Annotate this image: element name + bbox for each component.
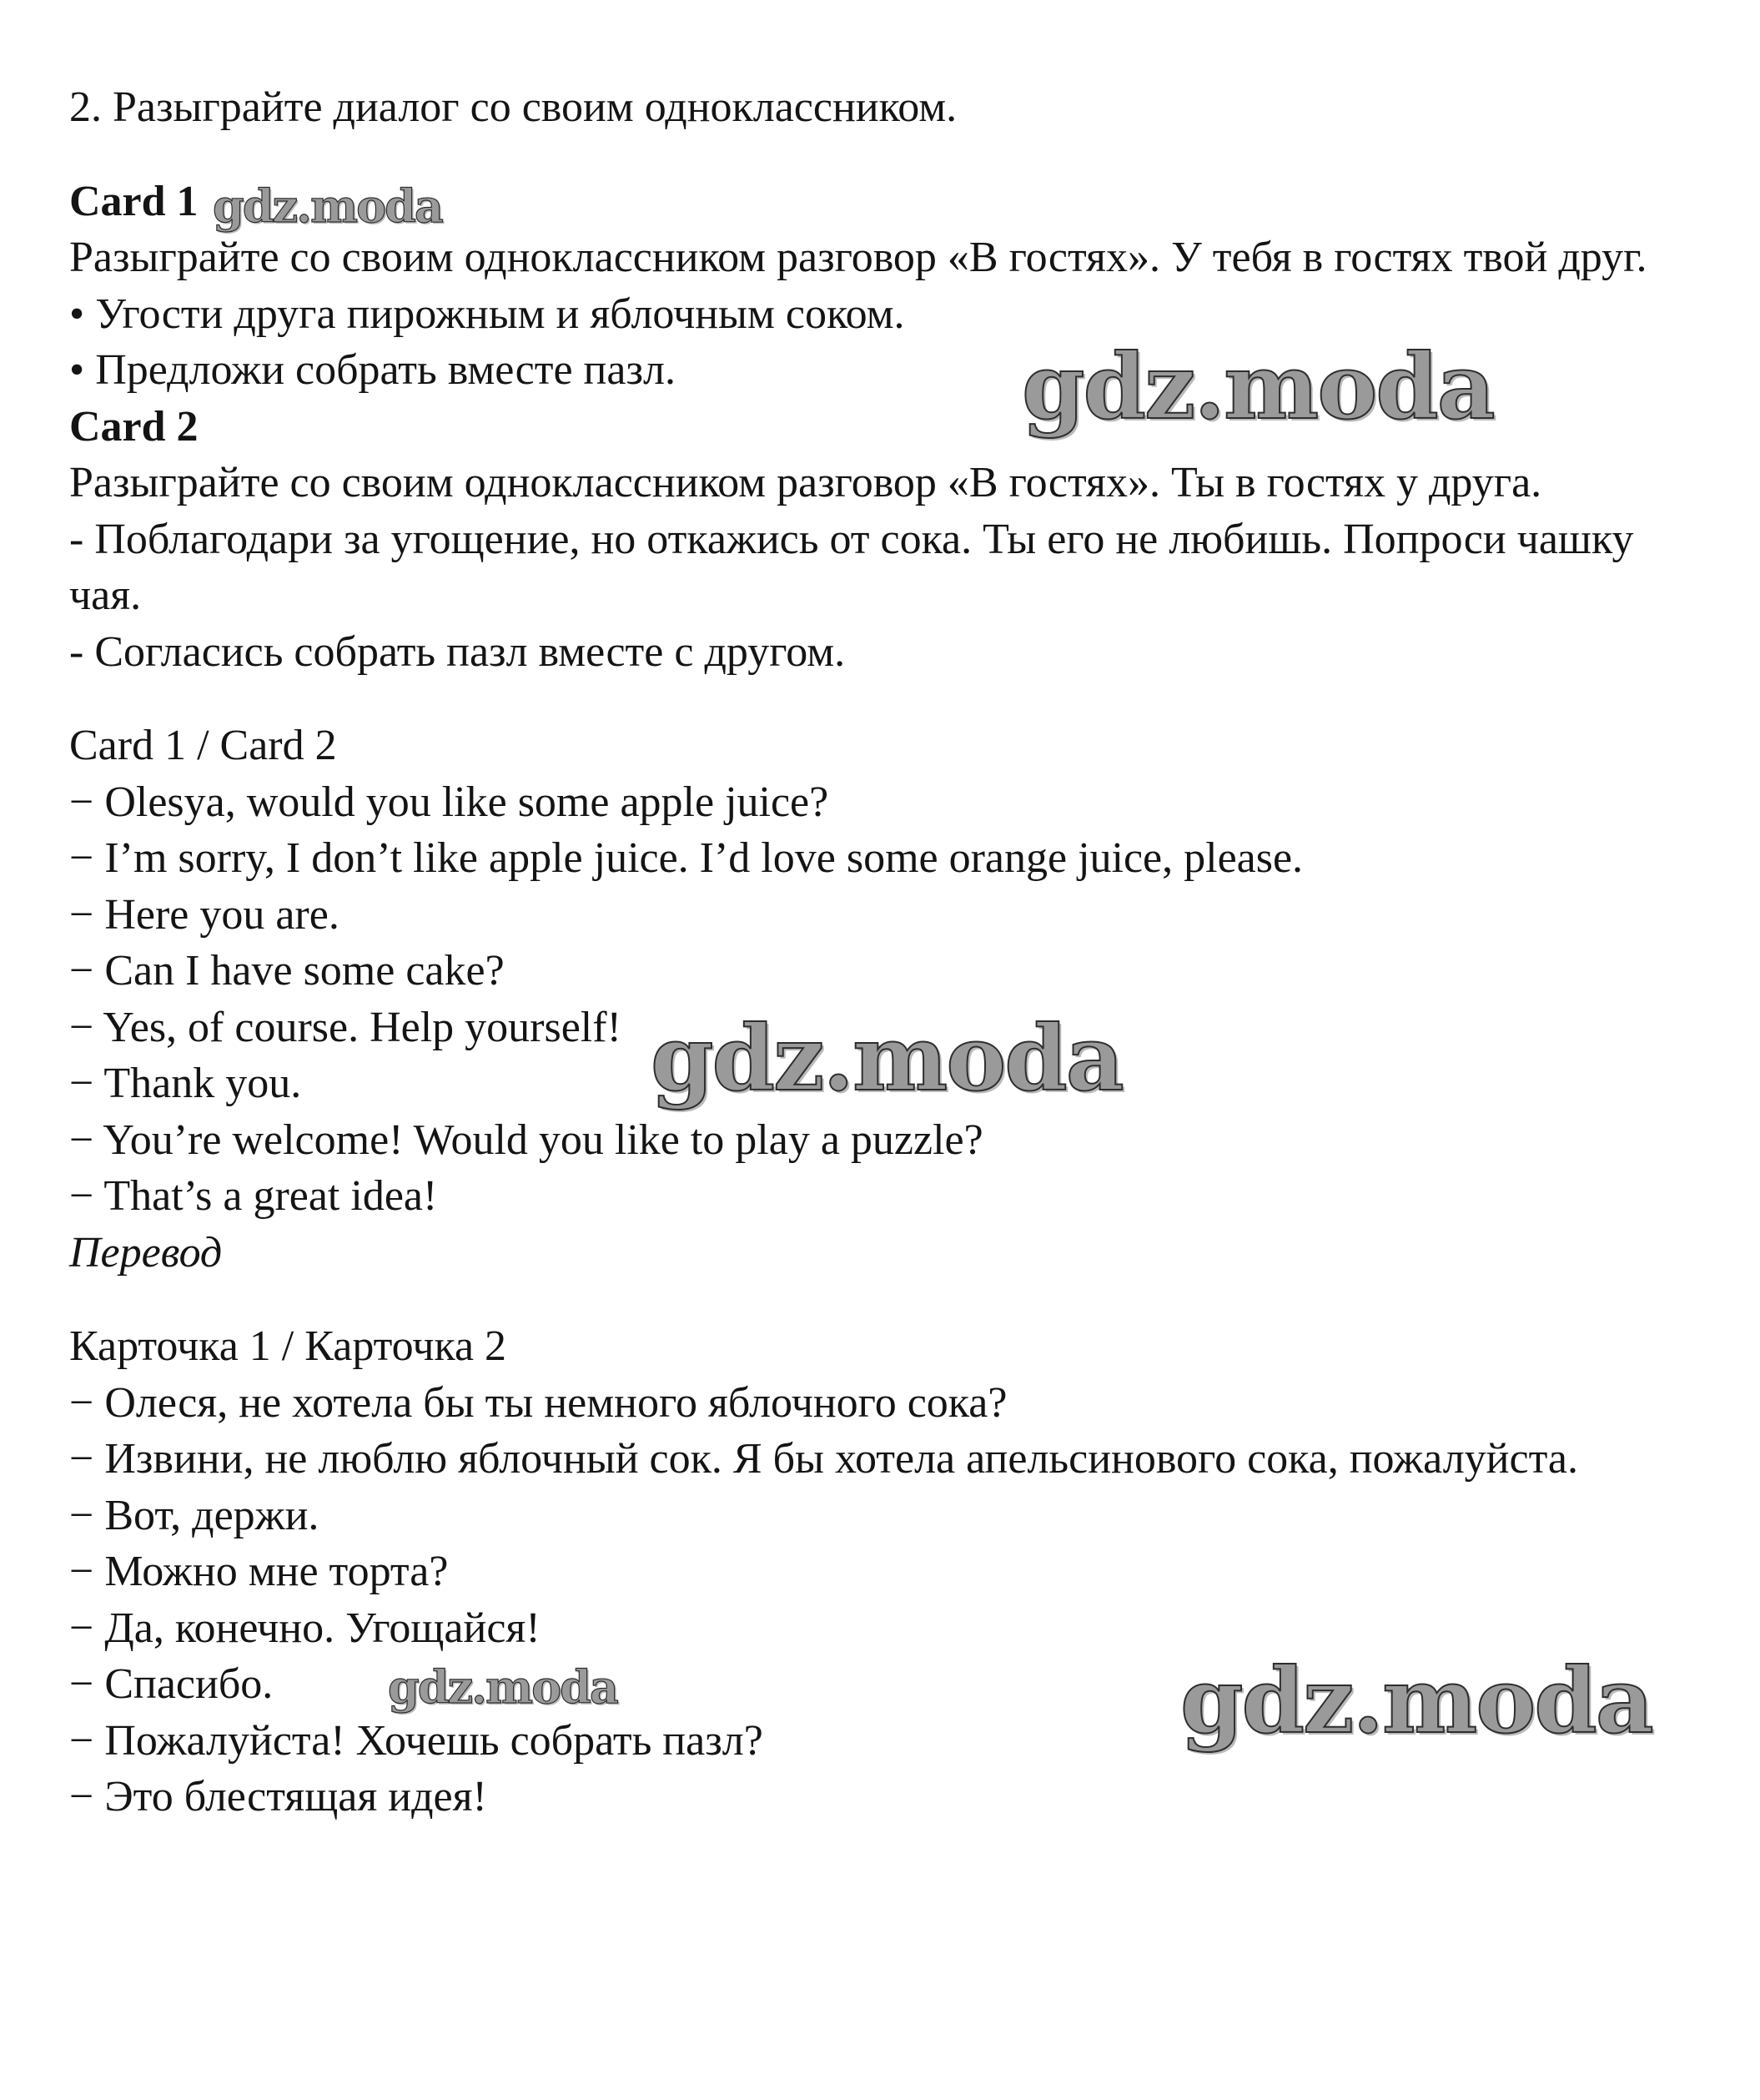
dialog-en-line: − Olesya, would you like some apple juice? — [69, 778, 829, 826]
dialog-en-line: − I’m sorry, I don’t like apple juice. I’d love some orange juice, please. — [69, 834, 1304, 882]
watermark-logo: gdz.moda — [1022, 335, 1494, 440]
card2-item: - Поблагодари за угощение, но откажись от сока. Ты его не любишь. Попроси чашку чая. — [69, 515, 1634, 619]
dialog-ru-line: − Это блестящая идея! — [69, 1773, 487, 1821]
dialog-en-line: − Yes, of course. Help yourself! — [69, 1003, 621, 1051]
dialog-ru-line: − Можно мне торта? — [69, 1548, 449, 1595]
translation-label: Перевод — [69, 1228, 223, 1277]
dialog-en-line: − Can I have some cake? — [69, 947, 505, 995]
watermark-logo: gdz.moda — [651, 1006, 1123, 1111]
card1-title: Card 1 — [69, 177, 199, 225]
dialog-ru-line: − Извини, не люблю яблочный сок. Я бы хотела апельсинового сока, пожалуйста. — [69, 1435, 1579, 1483]
watermark-logo: gdz.moda — [388, 1660, 617, 1714]
dialog-ru-header: Карточка 1 / Карточка 2 — [69, 1322, 507, 1370]
task-heading: 2. Разыграйте диалог со своим одноклассником. — [69, 83, 958, 131]
dialog-ru-line: − Да, конечно. Угощайся! — [69, 1604, 541, 1652]
dialog-en-line: − You’re welcome! Would you like to play a puzzle? — [69, 1115, 983, 1164]
dialog-ru-line: − Вот, держи. — [69, 1491, 319, 1539]
dialog-en-line: − Thank you. — [69, 1060, 302, 1107]
watermark-logo: gdz.moda — [1180, 1649, 1652, 1754]
dialog-en-header: Card 1 / Card 2 — [69, 722, 337, 769]
dialog-ru-line: − Пожалуйста! Хочешь собрать пазл? — [69, 1716, 763, 1765]
watermark-logo: gdz.moda — [213, 179, 442, 233]
card2-intro: Разыграйте со своим одноклассником разговор «В гостях». Ты в гостях у друга. — [69, 459, 1542, 506]
dialog-ru-line: − Спасибо. — [69, 1660, 274, 1708]
card1-bullet: • Угости друга пирожным и яблочным соком. — [69, 290, 905, 338]
card2-item: - Согласись собрать пазл вместе с другом. — [69, 627, 846, 676]
card2-title: Card 2 — [69, 402, 199, 451]
dialog-en-line: − That’s a great idea! — [69, 1172, 438, 1220]
card1-intro: Разыграйте со своим одноклассником разговор «В гостях». У тебя в гостях твой друг. — [69, 234, 1647, 281]
document-page — [69, 79, 1704, 1826]
dialog-ru-line: − Олеся, не хотела бы ты немного яблочного сока? — [69, 1378, 1008, 1427]
dialog-en-line: − Here you are. — [69, 890, 339, 939]
card1-bullet: • Предложи собрать вместе пазл. — [69, 346, 676, 394]
